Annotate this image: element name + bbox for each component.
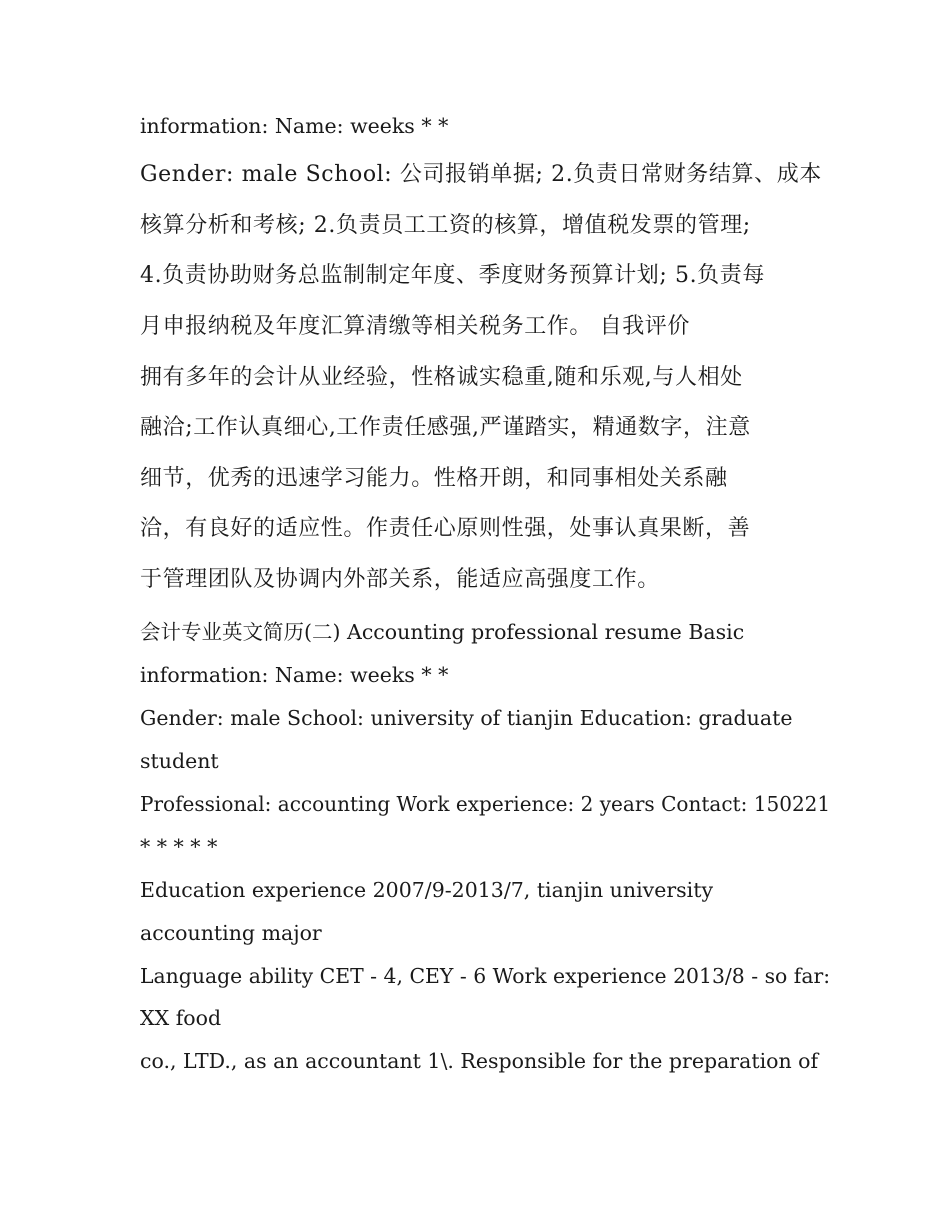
text-line: 核算分析和考核; 2.负责员工工资的核算，增值税发票的管理; — [140, 213, 751, 238]
text-line: Education experience 2007/9-2013/7, tianjin university — [140, 878, 714, 902]
text-line: Language ability CET - 4, CEY - 6 Work experience 2013/8 - so far: — [140, 964, 831, 988]
text-line: student — [140, 749, 219, 773]
text-line: 洽，有良好的适应性。作责任心原则性强，处事认真果断，善 — [140, 516, 751, 541]
text-line: Gender: male School: 公司报销单据; 2.负责日常财务结算、成本 — [140, 162, 822, 187]
text-line: 月申报纳税及年度汇算清缴等相关税务工作。 自我评价 — [140, 314, 690, 339]
text-line: 拥有多年的会计从业经验，性格诚实稳重,随和乐观,与人相处 — [140, 365, 743, 390]
text-line: accounting major — [140, 921, 322, 945]
text-line: * * * * * — [140, 835, 218, 859]
text-line: 会计专业英文简历(二) Accounting professional resume Basic — [140, 620, 745, 644]
text-line: Professional: accounting Work experience: 2 years Contact: 150221 — [140, 792, 831, 816]
text-line: 4.负责协助财务总监制制定年度、季度财务预算计划; 5.负责每 — [140, 263, 765, 288]
text-line: co., LTD., as an accountant 1\. Responsible for the preparation of — [140, 1049, 819, 1073]
text-line: 融洽;工作认真细心,工作责任感强,严谨踏实，精通数字，注意 — [140, 415, 751, 440]
text-line: 于管理团队及协调内外部关系，能适应高强度工作。 — [140, 567, 660, 592]
text-line: 细节，优秀的迅速学习能力。性格开朗，和同事相处关系融 — [140, 466, 728, 491]
text-line: XX food — [140, 1006, 222, 1030]
text-line: information: Name: weeks * * — [140, 114, 449, 138]
text-line: information: Name: weeks * * — [140, 663, 449, 687]
text-line: Gender: male School: university of tianjin Education: graduate — [140, 706, 793, 730]
